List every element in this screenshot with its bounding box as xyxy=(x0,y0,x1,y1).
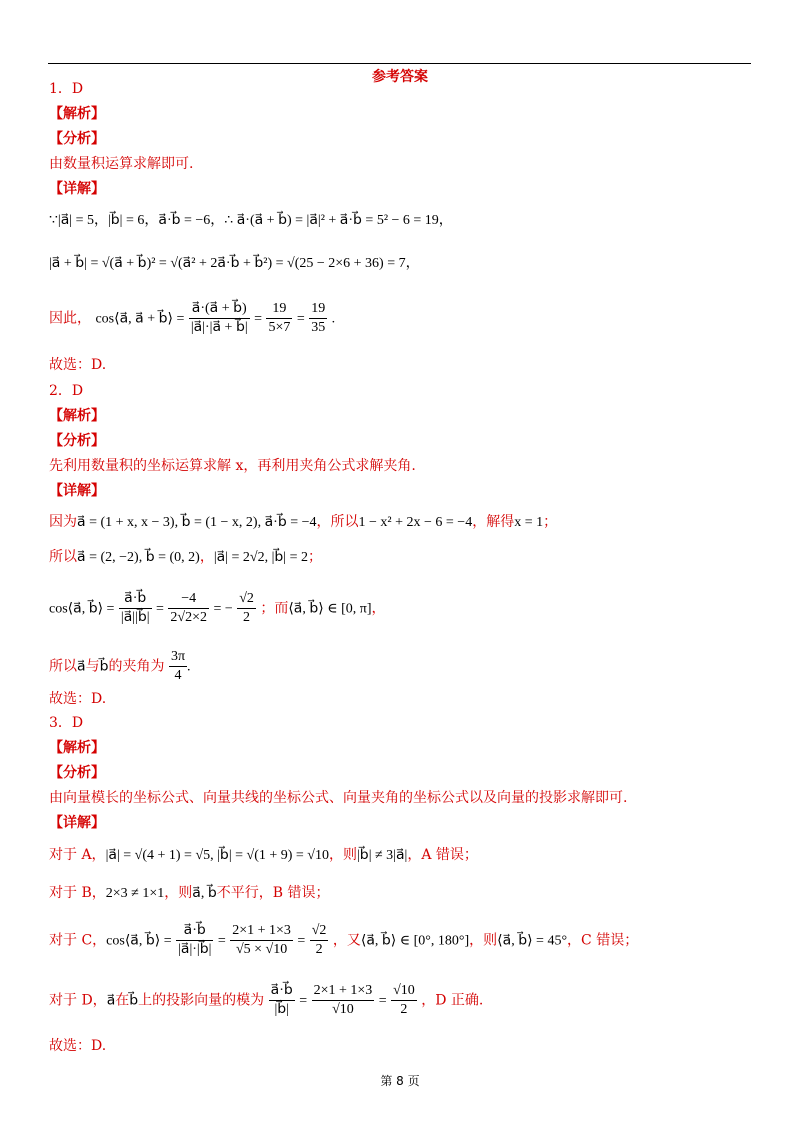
q2-step3-range: ⟨a⃗, b⃗⟩ ∈ [0, π] xyxy=(288,601,372,617)
q2-frac1 xyxy=(119,590,152,627)
q3-answer: 故选：D. xyxy=(49,1038,107,1054)
q3-jiexi: 【解析】 xyxy=(49,740,105,756)
q2-frac3-num: √2 xyxy=(237,590,256,609)
q3-c-eq2: = xyxy=(297,933,306,949)
q2-step1-text-c: ，解得 xyxy=(472,514,515,530)
q3-xiangjie: 【详解】 xyxy=(49,815,105,831)
q3-a-prefix: 对于 A， xyxy=(49,847,106,863)
q3-c-range: ⟨a⃗, b⃗⟩ ∈ [0°, 180°] xyxy=(360,933,470,949)
q1-analysis: 由数量积运算求解即可. xyxy=(49,156,194,172)
header-rule xyxy=(48,63,751,64)
q3-b-mid: ，则 xyxy=(164,885,193,901)
q2-step1-text-a: 因为 xyxy=(49,514,77,530)
q3-d-frac1-num: a⃗·b⃗ xyxy=(269,982,295,1001)
page-footer: 第 8 页 xyxy=(380,1074,420,1088)
q1-frac1-den: |a⃗|·|a⃗ + b⃗| xyxy=(190,320,248,335)
q3-d-eq1: = xyxy=(299,993,308,1009)
q3-a-math2: |b⃗| ≠ 3|a⃗| xyxy=(357,848,408,863)
q3-d-prefix: 对于 D， xyxy=(49,992,107,1009)
q3-d-vec-a: a⃗ xyxy=(106,993,116,1009)
q2-analysis: 先利用数量积的坐标运算求解 x，再利用夹角公式求解夹角. xyxy=(49,458,416,474)
q2-step3-text: ；而 xyxy=(260,600,289,617)
q3-b-end: 不平行，B 错误； xyxy=(216,885,330,901)
q3-d-eq2: = xyxy=(378,993,387,1009)
q3-c-frac1-den: |a⃗|·|b⃗| xyxy=(178,942,212,957)
q1-frac2 xyxy=(266,300,292,337)
q2-frac3-den: 2 xyxy=(243,610,251,625)
q3-d-frac2 xyxy=(312,982,375,1019)
q3-c-frac2-num: 2×1 + 1×3 xyxy=(230,922,293,941)
q1-xiangjie: 【详解】 xyxy=(49,181,105,197)
q2-eq2: = − xyxy=(213,601,233,617)
q2-frac3 xyxy=(237,590,256,627)
q2-jiexi: 【解析】 xyxy=(49,408,105,424)
q1-eq1: = xyxy=(254,311,263,327)
q2-angle-frac xyxy=(169,648,187,685)
q2-step1-math-3: x = 1 xyxy=(514,515,544,530)
q3-a-math: |a⃗| = √(4 + 1) = √5, |b⃗| = √(1 + 9) = √10 xyxy=(105,848,329,863)
q2-step1-math-2: 1 − x² + 2x − 6 = −4 xyxy=(358,515,473,530)
q3-d-frac3-den: 2 xyxy=(400,1002,408,1017)
q3-c-mid2: ，则 xyxy=(469,932,498,949)
q3-d-vec-b: b⃗ xyxy=(129,993,139,1009)
q3-c-prefix: 对于 C， xyxy=(49,932,107,949)
q3-analysis: 由向量模长的坐标公式、向量共线的坐标公式、向量夹角的坐标公式以及向量的投影求解即可. xyxy=(49,790,628,806)
q2-step4 xyxy=(49,648,191,685)
q2-xiangjie: 【详解】 xyxy=(49,483,105,499)
q3-c-mid: ，又 xyxy=(332,932,361,949)
q3-c-frac3-den: 2 xyxy=(315,942,323,957)
q1-step2: |a⃗ + b⃗| = √(a⃗ + b⃗)² = √(a⃗² + 2a⃗·b⃗ + b⃗²) = √(25 − 2×6 + 36) = 7， xyxy=(49,256,420,271)
q1-end: . xyxy=(331,311,336,327)
q3-fenxi: 【分析】 xyxy=(49,765,105,781)
q3-a-end: ，A 错误； xyxy=(407,847,478,863)
q1-eq2: = xyxy=(296,311,305,327)
q3-a-mid: ，则 xyxy=(329,847,357,863)
q2-step3 xyxy=(49,590,386,627)
q2-answer: 故选：D. xyxy=(49,691,107,707)
q1-jiexi: 【解析】 xyxy=(49,106,105,122)
q3-option-a xyxy=(49,846,478,865)
q1-answer: 故选：D. xyxy=(49,357,107,373)
q2-angle-den: 4 xyxy=(174,668,182,683)
q2-step4-text-b: 与 xyxy=(85,658,100,675)
q3-d-frac1-den: |b⃗| xyxy=(274,1002,289,1017)
q3-c-frac1 xyxy=(176,922,213,959)
q3-b-math: 2×3 ≠ 1×1 xyxy=(105,886,165,901)
q2-frac2-den: 2√2×2 xyxy=(170,610,207,625)
q1-step1: ∵|a⃗| = 5，|b⃗| = 6，a⃗·b⃗ = −6，∴ a⃗·(a⃗ + b⃗) = |a⃗|² + a⃗·b⃗ = 5² − 6 = 19， xyxy=(49,213,453,228)
q2-angle-num: 3π xyxy=(169,648,187,667)
q3-c-lhs: cos⟨a⃗, b⃗⟩ = xyxy=(106,933,172,949)
q2-step1 xyxy=(49,513,557,532)
q2-step2 xyxy=(49,548,322,567)
q3-b-math2: a⃗, b⃗ xyxy=(192,886,217,901)
q3-c-frac2-den: √5 × √10 xyxy=(235,942,288,957)
q2-step1-math-1: a⃗ = (1 + x, x − 3), b⃗ = (1 − x, 2), a⃗·b⃗ = −4 xyxy=(77,515,317,530)
q1-fenxi: 【分析】 xyxy=(49,131,105,147)
q2-step4-end: . xyxy=(187,659,191,675)
q2-frac2 xyxy=(168,590,209,627)
q3-c-end: ，C 错误； xyxy=(567,932,639,949)
q3-d-frac3-num: √10 xyxy=(391,982,417,1001)
q2-step4-text-a: 所以 xyxy=(49,658,77,675)
q3-d-frac3 xyxy=(391,982,417,1019)
q2-step2-math-2: |a⃗| = 2√2, |b⃗| = 2 xyxy=(213,550,308,565)
q3-c-frac2 xyxy=(230,922,293,959)
q1-cos-lhs: cos⟨a⃗, a⃗ + b⃗⟩ = xyxy=(95,311,185,327)
q1-frac3-num: 19 xyxy=(309,300,327,319)
q1-frac2-num: 19 xyxy=(266,300,292,319)
q1-frac1-num: a⃗·(a⃗ + b⃗) xyxy=(189,300,250,319)
q2-eq1: = xyxy=(156,601,164,617)
q3-d-frac2-den: √10 xyxy=(332,1002,354,1017)
q1-frac1 xyxy=(189,300,250,337)
q2-fenxi: 【分析】 xyxy=(49,433,105,449)
q2-step3-end: ， xyxy=(371,600,386,617)
q2-cos-lhs: cos⟨a⃗, b⃗⟩ = xyxy=(49,601,115,617)
q2-step4-text-c: 的夹角为 xyxy=(108,658,165,675)
q3-d-frac2-num: 2×1 + 1×3 xyxy=(312,982,375,1001)
q3-b-prefix: 对于 B， xyxy=(49,885,106,901)
q2-step1-text-b: ，所以 xyxy=(316,514,359,530)
q3-d-end: ，D 正确. xyxy=(421,992,484,1009)
q1-number: 1．D xyxy=(49,81,84,97)
q1-frac3-den: 35 xyxy=(311,320,326,335)
q2-step2-math-1: a⃗ = (2, −2), b⃗ = (0, 2) xyxy=(77,550,200,565)
q3-c-eq1: = xyxy=(217,933,226,949)
q3-number: 3．D xyxy=(49,715,84,731)
q3-c-angle: ⟨a⃗, b⃗⟩ = 45° xyxy=(497,933,568,949)
q3-option-b xyxy=(49,884,329,903)
q2-frac1-den: |a⃗||b⃗| xyxy=(120,610,150,625)
q2-step4-math-a: a⃗ xyxy=(77,659,86,675)
page-title: 参考答案 xyxy=(372,69,428,85)
q1-step3-prefix: 因此， xyxy=(49,310,91,327)
q2-step4-math-b: b⃗ xyxy=(99,659,109,675)
q1-frac2-den: 5×7 xyxy=(268,320,291,335)
q3-c-frac3-num: √2 xyxy=(310,922,329,941)
q2-step1-text-d: ； xyxy=(543,514,558,530)
q3-c-frac3 xyxy=(310,922,329,959)
q3-option-c xyxy=(49,922,638,959)
q3-c-frac1-num: a⃗·b⃗ xyxy=(176,922,213,941)
q3-d-text1: 在 xyxy=(115,992,130,1009)
q2-step2-text-c: ； xyxy=(307,549,322,565)
q1-step3 xyxy=(49,300,335,337)
q3-d-text2: 上的投影向量的模为 xyxy=(138,992,265,1009)
q3-d-frac1 xyxy=(269,982,295,1019)
q2-frac1-num: a⃗·b⃗ xyxy=(119,590,152,609)
q2-step2-text-a: 所以 xyxy=(49,549,77,565)
q3-option-d xyxy=(49,982,483,1019)
q1-frac3 xyxy=(309,300,327,337)
q2-number: 2．D xyxy=(49,383,84,399)
q2-frac2-num: −4 xyxy=(168,590,209,609)
q2-step2-text-b: ， xyxy=(199,549,214,565)
